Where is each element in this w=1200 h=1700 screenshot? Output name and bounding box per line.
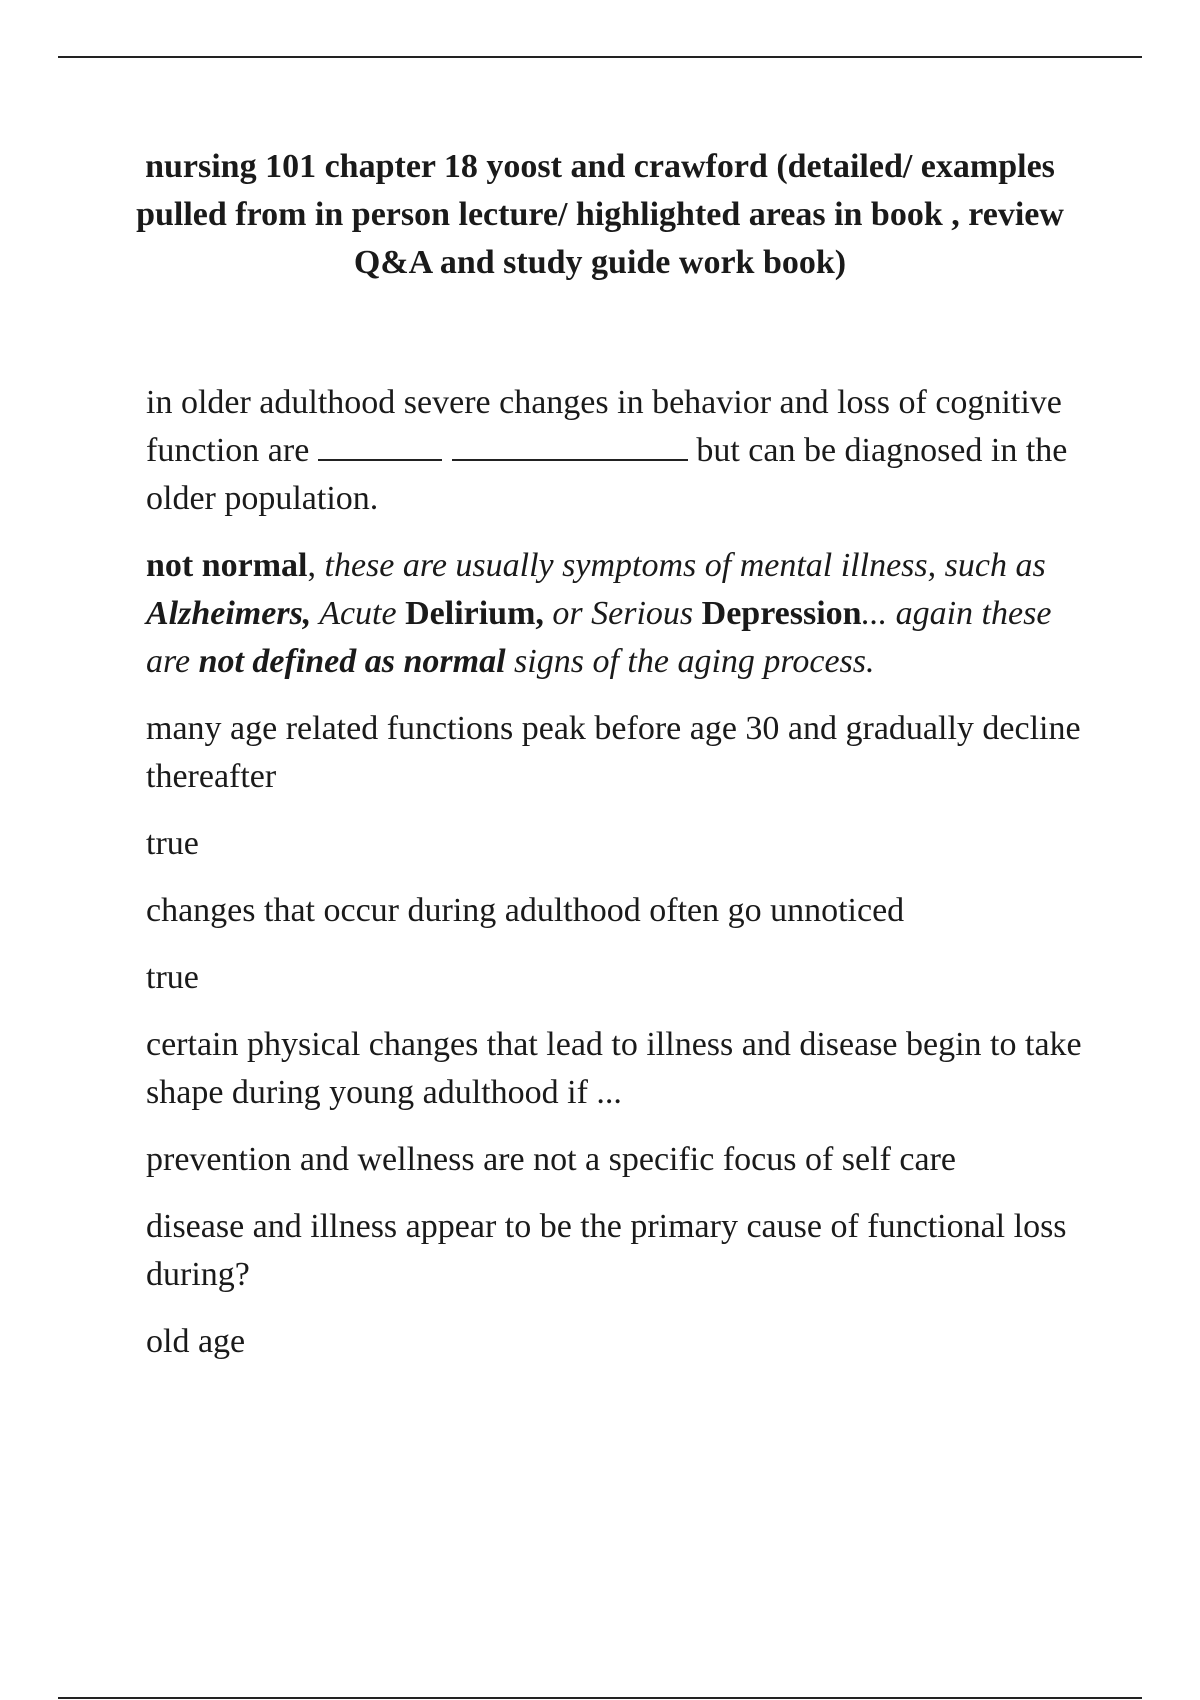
bottom-rule	[58, 1697, 1142, 1699]
answer-1-delirium: Delirium,	[405, 595, 544, 632]
answer-blank-2	[452, 431, 688, 461]
document-body	[146, 379, 1086, 1385]
answer-1-acute: Acute	[311, 595, 406, 632]
answer-1-alzheimers: Alzheimers,	[146, 595, 312, 632]
answer-1-depression: Depression	[701, 595, 862, 632]
answer-blank-1	[318, 431, 442, 461]
answer-1-comma: ,	[307, 547, 325, 584]
answer-1-serious: or Serious	[543, 595, 702, 632]
top-rule	[58, 56, 1142, 58]
answer-3: true	[146, 959, 199, 996]
question-1	[146, 379, 1086, 523]
question-4: certain physical changes that lead to illness and disease begin to take shape during young adulthood if ...	[146, 1026, 1082, 1111]
answer-5: old age	[146, 1323, 246, 1360]
question-1-text-end: but can be diagnosed in the older population.	[146, 432, 1068, 517]
answer-2: true	[146, 825, 199, 862]
question-5: disease and illness appear to be the primary cause of functional loss during?	[146, 1208, 1067, 1293]
answer-1	[146, 542, 1086, 686]
answer-1-ending: signs of the aging process.	[505, 643, 875, 680]
answer-1-bold-not-normal: not normal	[146, 547, 308, 584]
question-3: changes that occur during adulthood often go unnoticed	[146, 892, 905, 929]
question-2: many age related functions peak before age 30 and gradually decline thereafter	[146, 710, 1081, 795]
question-1-text-start: in older adulthood severe changes in behavior and loss of cognitive function are	[146, 384, 1062, 469]
answer-1-again: ... again these are	[146, 595, 1052, 680]
document-title: nursing 101 chapter 18 yoost and crawford (detailed/ examples pulled from in person lecture/ highlighted areas in book , review Q&A and study guide work book)	[136, 148, 1064, 281]
answer-1-italic-intro: these are usually symptoms of mental illness, such as	[324, 547, 1046, 584]
answer-4: prevention and wellness are not a specific focus of self care	[146, 1141, 956, 1178]
answer-1-not-defined: not defined as normal	[198, 643, 506, 680]
